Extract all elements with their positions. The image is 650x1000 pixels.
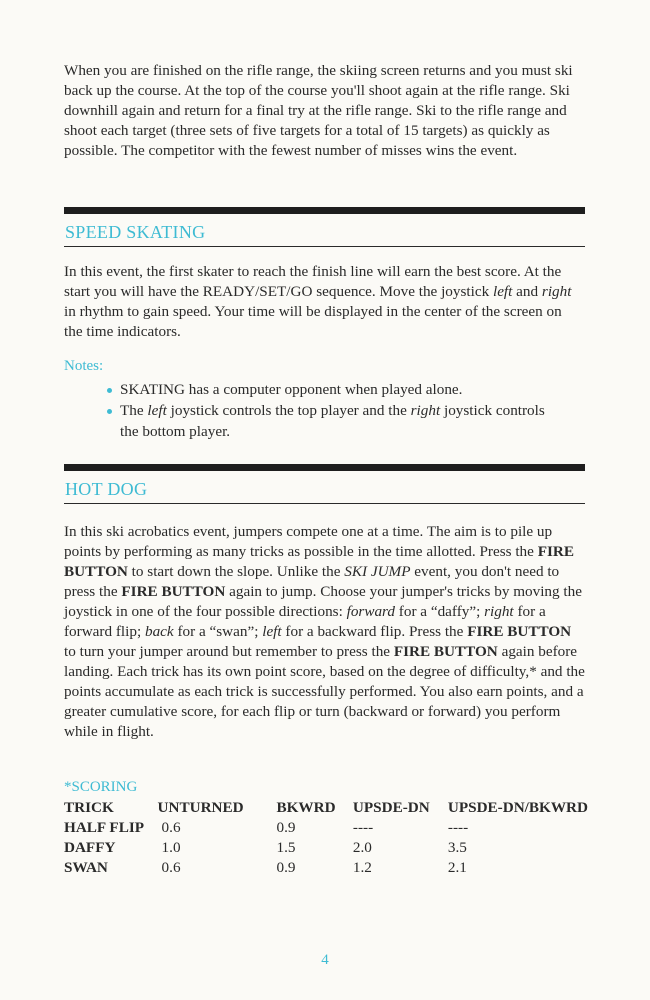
table-cell: DAFFY [64, 839, 116, 856]
table-cell: 0.6 [161, 859, 181, 876]
bullet-icon [107, 409, 112, 414]
table-row [64, 838, 588, 858]
table-cell: ---- [447, 819, 469, 836]
table-header-row [64, 798, 588, 818]
column-header: TRICK [64, 799, 114, 816]
table-cell: 2.1 [447, 859, 467, 876]
header-bar [64, 207, 585, 214]
speed-skating-paragraph: In this event, the first skater to reach the finish line will earn the best score. At the start you will have the READY/SET/GO sequence. Move the joystick left and right in rhythm to gain speed. Your time will be displayed in the center of the screen on the time indicators. [64, 263, 572, 340]
table-cell: 0.6 [161, 819, 181, 836]
scoring-table [64, 798, 588, 878]
table-cell: 1.2 [352, 859, 372, 876]
bullet-icon [107, 388, 112, 393]
table-row [64, 858, 588, 878]
column-header: UNTURNED [157, 799, 244, 816]
table-cell: HALF FLIP [64, 819, 145, 836]
notes-list [106, 379, 546, 442]
page-number: 4 [321, 952, 329, 968]
notes-label: Notes: [64, 358, 104, 374]
table-cell: 3.5 [447, 839, 467, 856]
table-cell: 0.9 [276, 859, 296, 876]
table-cell: 1.0 [161, 839, 181, 856]
section-title: SPEED SKATING [65, 222, 206, 242]
speed-skating-header [64, 207, 585, 247]
table-cell: 0.9 [276, 819, 296, 836]
table-cell: SWAN [64, 859, 108, 876]
rifle-range-paragraph: When you are finished on the rifle range, the skiing screen returns and you must ski back up the course. At the top of the course you'll shoot again at the rifle range. Ski downhill again and return for a final try at the rifle range. Ski to the rifle range and shoot each target (three sets of five targets for a total of 15 targets) as quickly as possible. The competitor with the fewest number of misses wins the event. [64, 62, 573, 159]
table-row [64, 818, 588, 838]
hot-dog-paragraph: In this ski acrobatics event, jumpers compete one at a time. The aim is to pile up points by performing as many tricks as possible in the time allotted. Press the FIRE BUTTON to start down the slope. Unlike the SKI JUMP event, you don't need to press the FIRE BUTTON again to jump. Choose your jumper's tricks by moving the joystick in one of the four possible directions: forward for a “daffy”; right for a forward flip; back for a “swan”; left for a backward flip. Press the FIRE BUTTON to turn your jumper around but remember to press the FIRE BUTTON again before landing. Each trick has its own point score, based on the degree of difficulty,* and the points accumulate as each trick is successfully performed. You also earn points, and a greater cumulative score, for each flip or turn (backward or forward) you perform while in flight. [64, 523, 585, 740]
table-cell: ---- [352, 819, 374, 836]
hot-dog-header [64, 464, 585, 504]
list-item: SKATING has a computer opponent when played alone. [106, 379, 546, 400]
column-header: UPSDE-DN [352, 799, 430, 816]
column-header: UPSDE-DN/BKWRD [447, 799, 588, 816]
table-cell: 1.5 [276, 839, 296, 856]
table-cell: 2.0 [352, 839, 372, 856]
column-header: BKWRD [276, 799, 336, 816]
section-title: HOT DOG [65, 479, 148, 499]
list-item: The left joystick controls the top player and the right joystick controls the bottom player. [106, 400, 546, 442]
header-bar [64, 464, 585, 471]
scoring-label: *SCORING [64, 779, 138, 795]
header-rule [64, 246, 585, 247]
header-rule [64, 503, 585, 504]
